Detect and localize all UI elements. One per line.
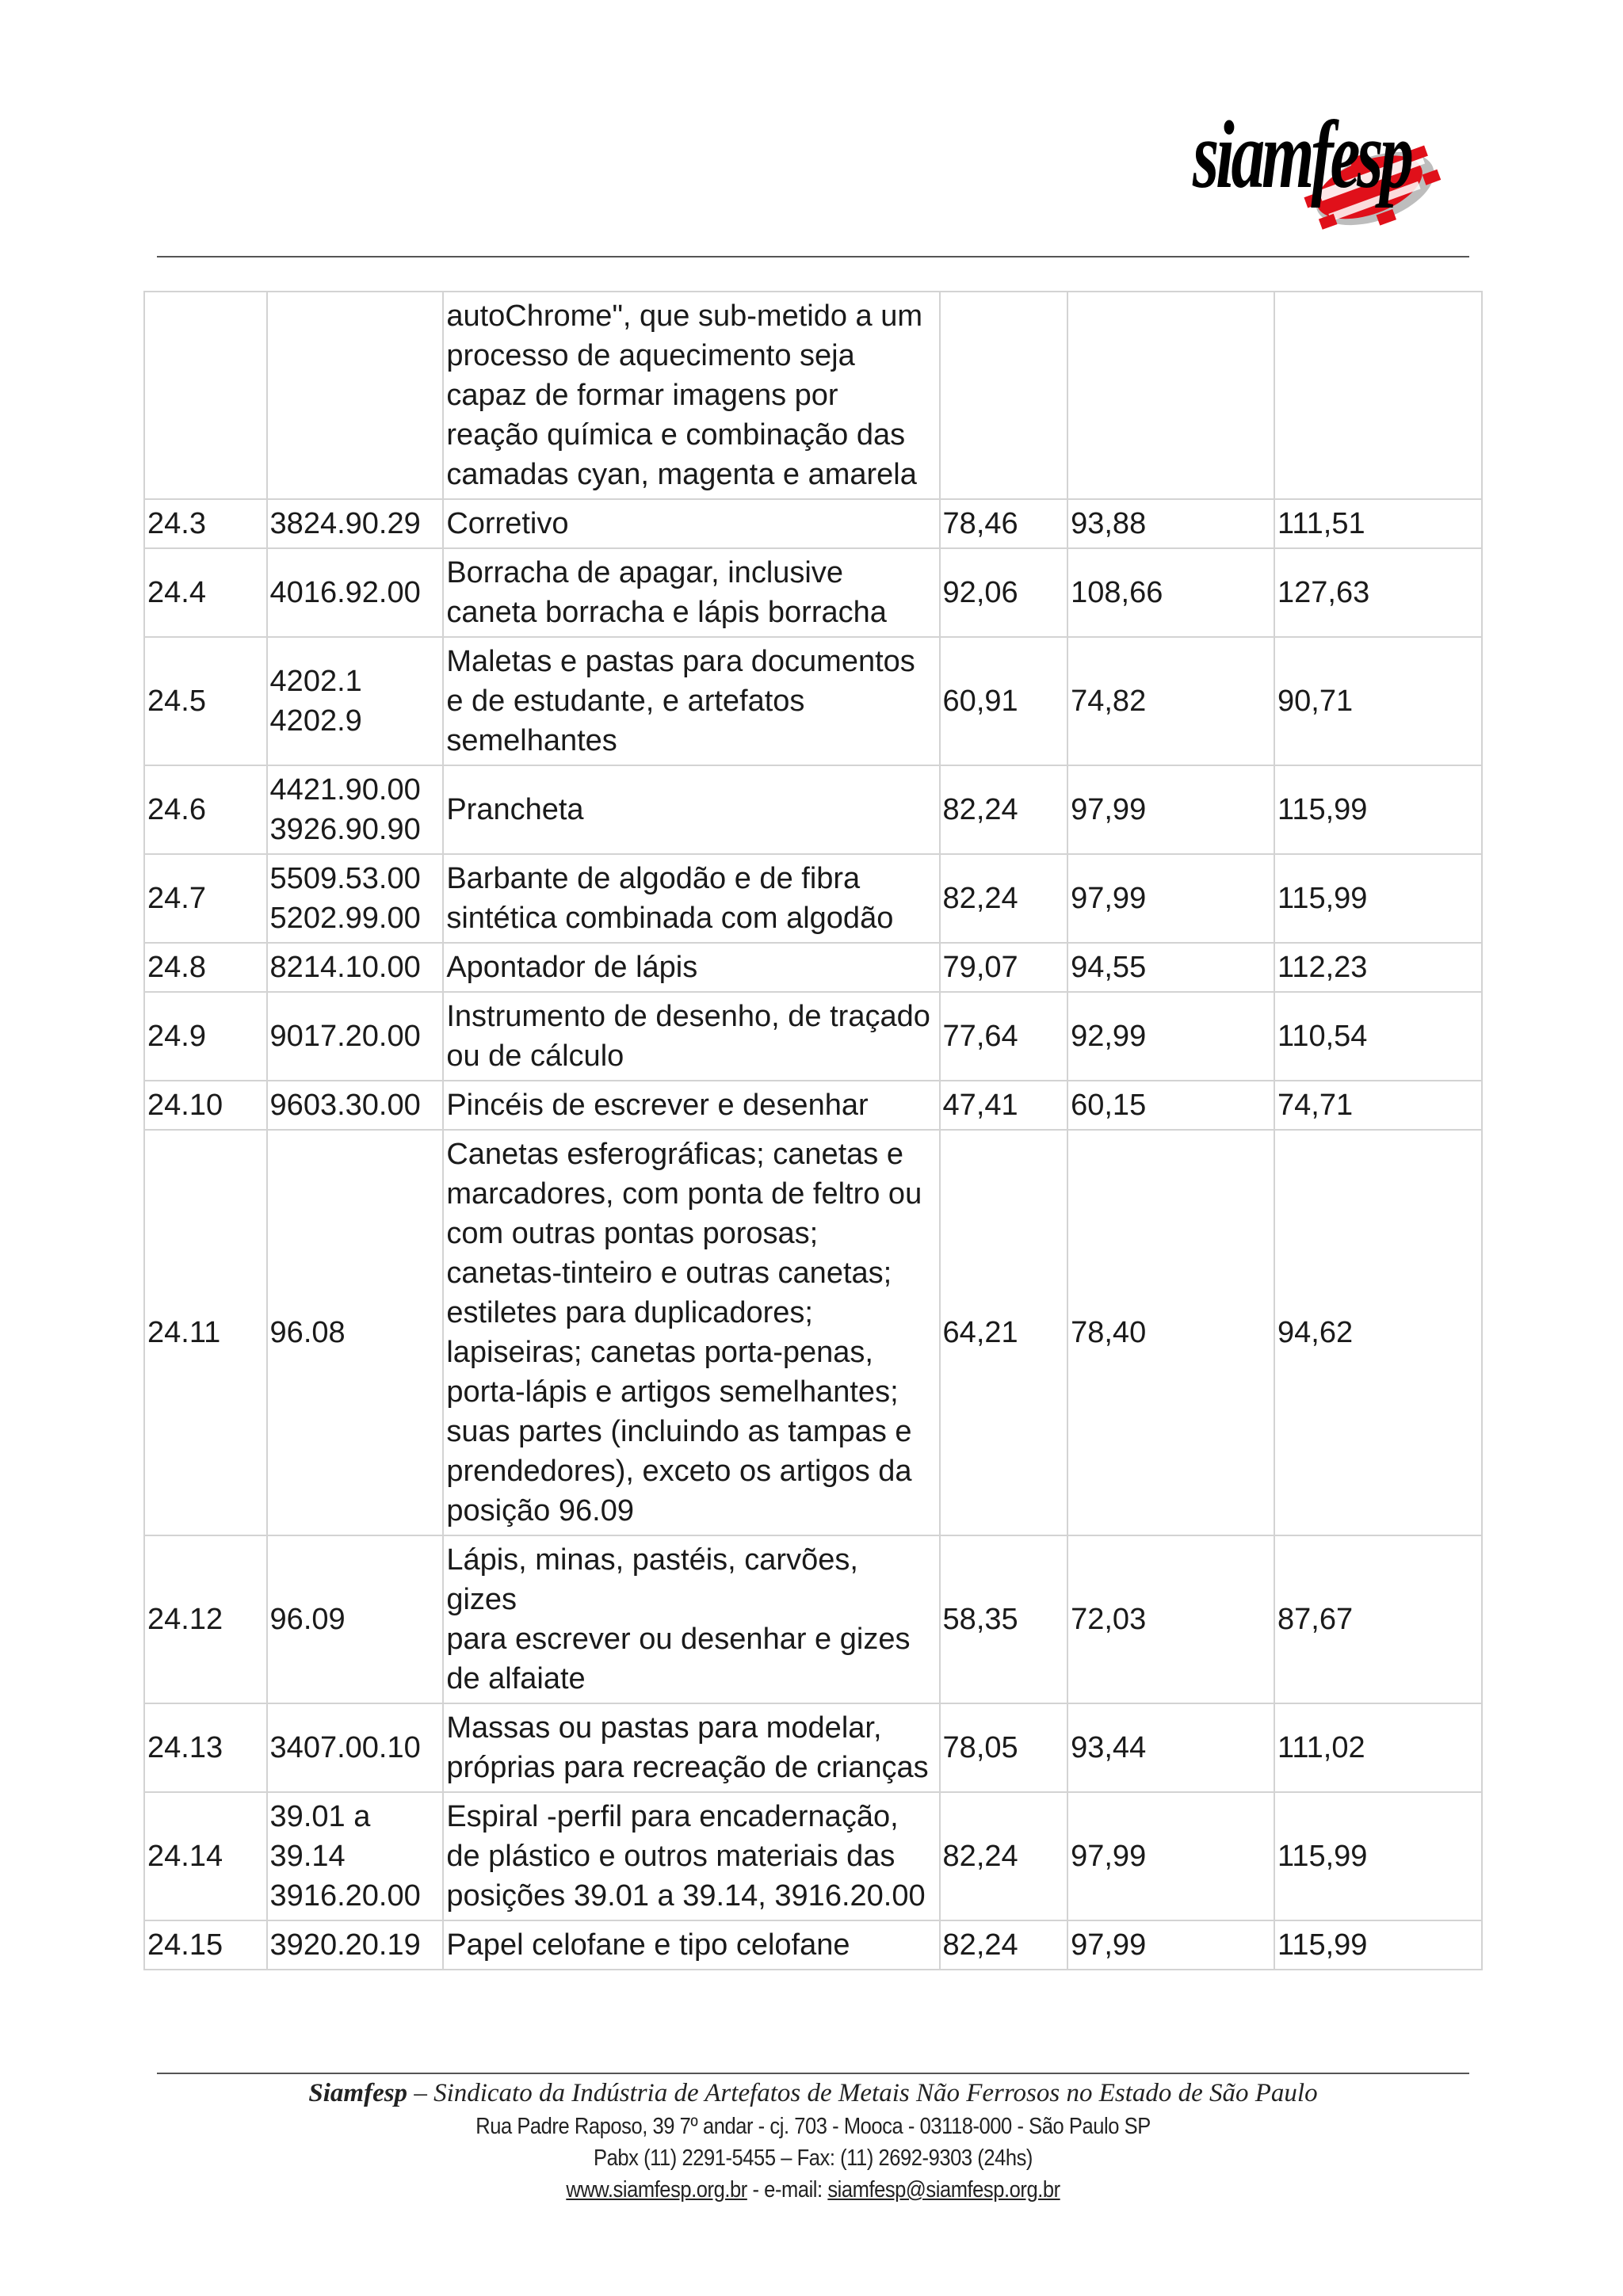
price-table [143,291,1483,1970]
value-3-cell: 87,67 [1274,1535,1482,1703]
value-2-cell: 93,88 [1067,499,1274,548]
value-3-cell: 94,62 [1274,1130,1482,1535]
table-row [144,765,1482,854]
ncm-code-cell: 39.01 a 39.14 3916.20.00 [267,1792,444,1920]
value-3-cell: 74,71 [1274,1081,1482,1130]
footer-email-label: - e-mail: [747,2177,828,2203]
ncm-code-cell: 96.09 [267,1535,444,1703]
table-row [144,292,1482,499]
header-divider [157,256,1469,257]
footer-org-desc: – Sindicato da Indústria de Artefatos de Metais Não Ferrosos no Estado de São Paulo [407,2079,1318,2107]
value-1-cell: 82,24 [940,765,1068,854]
table-row [144,1792,1482,1920]
description-cell: Papel celofane e tipo celofane [443,1920,939,1970]
value-1-cell: 60,91 [940,637,1068,765]
value-3-cell: 111,51 [1274,499,1482,548]
ncm-code-cell: 3824.90.29 [267,499,444,548]
ncm-code-cell: 96.08 [267,1130,444,1535]
description-cell: Espiral -perfil para encadernação, de plástico e outros materiais das posições 39.01 a 39.14, 3916.20.00 [443,1792,939,1920]
table-row [144,1130,1482,1535]
description-cell: Massas ou pastas para modelar, próprias para recreação de crianças [443,1703,939,1792]
value-1-cell [940,292,1068,499]
value-3-cell: 115,99 [1274,765,1482,854]
footer-website-link[interactable]: www.siamfesp.org.br [566,2177,747,2203]
value-2-cell: 97,99 [1067,854,1274,943]
value-2-cell: 92,99 [1067,992,1274,1081]
table-row [144,1535,1482,1703]
item-cell: 24.13 [144,1703,267,1792]
description-cell: Canetas esferográficas; canetas e marcadores, com ponta de feltro ou com outras pontas porosas; canetas-tinteiro e outras canetas; estiletes para duplicadores; lapiseiras; canetas porta-penas, porta-lápis e artigos semelhantes; suas partes (incluindo as tampas e prendedores), exceto os artigos da posição 96.09 [443,1130,939,1535]
value-2-cell: 108,66 [1067,548,1274,637]
table-row [144,1703,1482,1792]
value-2-cell: 97,99 [1067,1920,1274,1970]
ncm-code-cell: 9017.20.00 [267,992,444,1081]
item-cell: 24.10 [144,1081,267,1130]
item-cell: 24.8 [144,943,267,992]
description-cell: Corretivo [443,499,939,548]
ncm-code-cell [267,292,444,499]
ncm-code-cell: 9603.30.00 [267,1081,444,1130]
footer-org-name: Siamfesp [308,2079,408,2107]
table-row [144,548,1482,637]
logo-wordmark: siamfesp [1193,101,1411,208]
value-2-cell: 97,99 [1067,1792,1274,1920]
ncm-code-cell: 5509.53.00 5202.99.00 [267,854,444,943]
value-3-cell: 110,54 [1274,992,1482,1081]
siamfesp-logo [1193,93,1462,260]
item-cell: 24.6 [144,765,267,854]
item-cell: 24.12 [144,1535,267,1703]
footer-email-link[interactable]: siamfesp@siamfesp.org.br [827,2177,1060,2203]
value-1-cell: 79,07 [940,943,1068,992]
value-3-cell: 90,71 [1274,637,1482,765]
footer-divider [157,2073,1469,2074]
value-2-cell: 60,15 [1067,1081,1274,1130]
item-cell: 24.15 [144,1920,267,1970]
description-cell: Barbante de algodão e de fibra sintética combinada com algodão [443,854,939,943]
value-2-cell: 78,40 [1067,1130,1274,1535]
value-2-cell: 74,82 [1067,637,1274,765]
item-cell: 24.7 [144,854,267,943]
description-cell: Apontador de lápis [443,943,939,992]
description-cell: Prancheta [443,765,939,854]
value-1-cell: 78,05 [940,1703,1068,1792]
table-row [144,943,1482,992]
footer-address: Rua Padre Raposo, 39 7º andar - cj. 703 - Mooca - 03118-000 - São Paulo SP [475,2114,1151,2139]
table-row [144,499,1482,548]
description-cell: Borracha de apagar, inclusive caneta borracha e lápis borracha [443,548,939,637]
item-cell: 24.4 [144,548,267,637]
description-cell: Pincéis de escrever e desenhar [443,1081,939,1130]
table-row [144,1081,1482,1130]
value-3-cell [1274,292,1482,499]
value-3-cell: 112,23 [1274,943,1482,992]
item-cell: 24.5 [144,637,267,765]
ncm-code-cell: 4202.1 4202.9 [267,637,444,765]
description-cell: Maletas e pastas para documentos e de estudante, e artefatos semelhantes [443,637,939,765]
value-3-cell: 115,99 [1274,854,1482,943]
item-cell: 24.9 [144,992,267,1081]
value-3-cell: 115,99 [1274,1920,1482,1970]
value-3-cell: 111,02 [1274,1703,1482,1792]
footer-org-line [157,2076,1469,2111]
footer [157,2076,1469,2206]
description-cell: Instrumento de desenho, de traçado ou de cálculo [443,992,939,1081]
ncm-code-cell: 4421.90.00 3926.90.90 [267,765,444,854]
table-row [144,637,1482,765]
value-1-cell: 77,64 [940,992,1068,1081]
table-row [144,992,1482,1081]
description-cell: Lápis, minas, pastéis, carvões, gizes para escrever ou desenhar e gizes de alfaiate [443,1535,939,1703]
ncm-code-cell: 3407.00.10 [267,1703,444,1792]
value-1-cell: 78,46 [940,499,1068,548]
value-1-cell: 64,21 [940,1130,1068,1535]
value-2-cell [1067,292,1274,499]
price-table-body [144,292,1482,1970]
value-1-cell: 92,06 [940,548,1068,637]
ncm-code-cell: 4016.92.00 [267,548,444,637]
value-1-cell: 82,24 [940,854,1068,943]
item-cell: 24.14 [144,1792,267,1920]
table-row [144,1920,1482,1970]
value-1-cell: 82,24 [940,1920,1068,1970]
ncm-code-cell: 3920.20.19 [267,1920,444,1970]
item-cell: 24.3 [144,499,267,548]
footer-contact [235,2174,1390,2206]
value-2-cell: 93,44 [1067,1703,1274,1792]
value-2-cell: 97,99 [1067,765,1274,854]
value-2-cell: 94,55 [1067,943,1274,992]
value-2-cell: 72,03 [1067,1535,1274,1703]
footer-phones: Pabx (11) 2291-5455 – Fax: (11) 2692-9303 (24hs) [594,2145,1033,2171]
ncm-code-cell: 8214.10.00 [267,943,444,992]
item-cell [144,292,267,499]
table-row [144,854,1482,943]
item-cell: 24.11 [144,1130,267,1535]
value-1-cell: 82,24 [940,1792,1068,1920]
value-1-cell: 47,41 [940,1081,1068,1130]
value-3-cell: 127,63 [1274,548,1482,637]
description-cell: autoChrome", que sub-metido a um processo de aquecimento seja capaz de formar imagens por reação química e combinação das camadas cyan, magenta e amarela [443,292,939,499]
value-3-cell: 115,99 [1274,1792,1482,1920]
value-1-cell: 58,35 [940,1535,1068,1703]
